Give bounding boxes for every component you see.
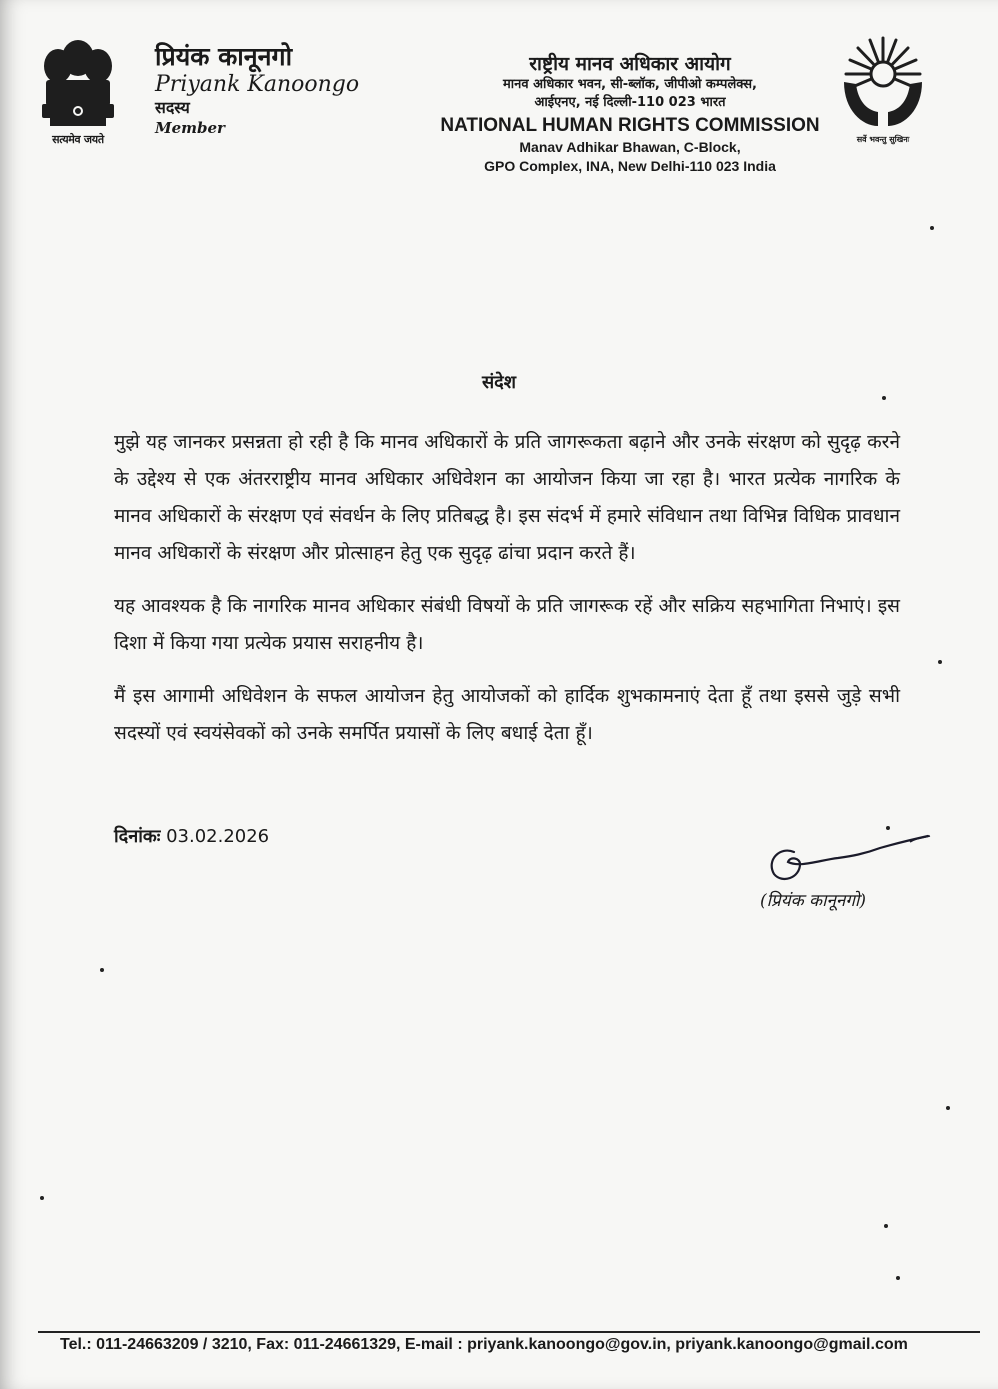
organisation-block <box>430 52 830 176</box>
handwritten-signature <box>760 828 940 888</box>
member-role-english: Member <box>155 119 225 137</box>
org-address-english-line1: Manav Adhikar Bhawan, C-Block, <box>519 139 741 155</box>
org-address-hindi-line2: आईएनए, नई दिल्ली-110 023 भारत <box>534 95 726 110</box>
scan-speck <box>896 1276 900 1280</box>
date-label: दिनांकः <box>114 826 161 847</box>
lion-capital-icon <box>28 28 128 132</box>
scan-speck <box>882 396 886 400</box>
member-block <box>155 42 359 138</box>
footer-divider <box>38 1331 980 1333</box>
sun-hands-icon <box>838 30 928 134</box>
scan-speck <box>938 660 942 664</box>
scan-speck <box>100 968 104 972</box>
logo-motto: सर्वे भवन्तु सुखिनः <box>856 135 910 144</box>
member-role-hindi: सदस्य <box>155 98 190 117</box>
date-value: 03.02.2026 <box>166 826 270 847</box>
emblem-motto: सत्यमेव जयते <box>52 133 104 146</box>
body-paragraph: यह आवश्यक है कि नागरिक मानव अधिकार संबंधी विषयों के प्रति जागरूक रहें और सक्रिय सहभागिता निभाएं। इस दिशा में किया गया प्रत्येक प्रयास सराहनीय है। <box>114 595 900 654</box>
state-emblem <box>28 28 128 153</box>
body-paragraph: मैं इस आगामी अधिवेशन के सफल आयोजन हेतु आयोजकों को हार्दिक शुभकामनाएं देता हूँ तथा इससे जुड़े सभी सदस्यों एवं स्वयंसेवकों को उनके समर्पित प्रयासों के लिए बधाई देता हूँ। <box>114 685 900 744</box>
signatory-name: (प्रियंक कानूनगो) <box>760 891 866 911</box>
body-paragraph: मुझे यह जानकर प्रसन्नता हो रही है कि मानव अधिकारों के प्रति जागरूकता बढ़ाने और उनके संरक्षण को सुदृढ़ करने के उद्देश्य से एक अंतरराष्ट्रीय मानव अधिकार अधिवेशन का आयोजन किया जा रहा है। भारत प्रत्येक नागरिक के मानव अधिकारों के संरक्षण एवं संवर्धन के लिए प्रतिबद्ध है। इस संदर्भ में हमारे संविधान तथा विभिन्न विधिक प्रावधान मानव अधिकारों के संरक्षण और प्रोत्साहन हेतु एक सुदृढ़ ढांचा प्रदान करते हैं। <box>114 431 900 564</box>
scan-speck <box>886 826 890 830</box>
org-name-english: NATIONAL HUMAN RIGHTS COMMISSION <box>440 115 820 136</box>
org-address-hindi-line1: मानव अधिकार भवन, सी-ब्लॉक, जीपीओ कम्पलेक्स, <box>503 77 757 92</box>
scan-speck <box>946 1106 950 1110</box>
nhrc-logo <box>838 30 928 150</box>
scan-speck <box>930 226 934 230</box>
footer-contact: Tel.: 011-24663209 / 3210, Fax: 011-24661329, E-mail : priyank.kanoongo@gov.in, priyank.kanoongo@gmail.com <box>60 1336 908 1353</box>
org-address-english-line2: GPO Complex, INA, New Delhi-110 023 India <box>484 158 776 174</box>
member-name-english: Priyank Kanoongo <box>155 72 360 97</box>
letter-body <box>114 424 900 768</box>
scan-speck <box>40 1196 44 1200</box>
member-name-hindi: प्रियंक कानूनगो <box>155 42 293 71</box>
scan-speck <box>884 1224 888 1228</box>
letter-date <box>114 824 269 848</box>
org-name-hindi: राष्ट्रीय मानव अधिकार आयोग <box>529 53 731 75</box>
letter-subject: संदेश <box>482 372 516 393</box>
